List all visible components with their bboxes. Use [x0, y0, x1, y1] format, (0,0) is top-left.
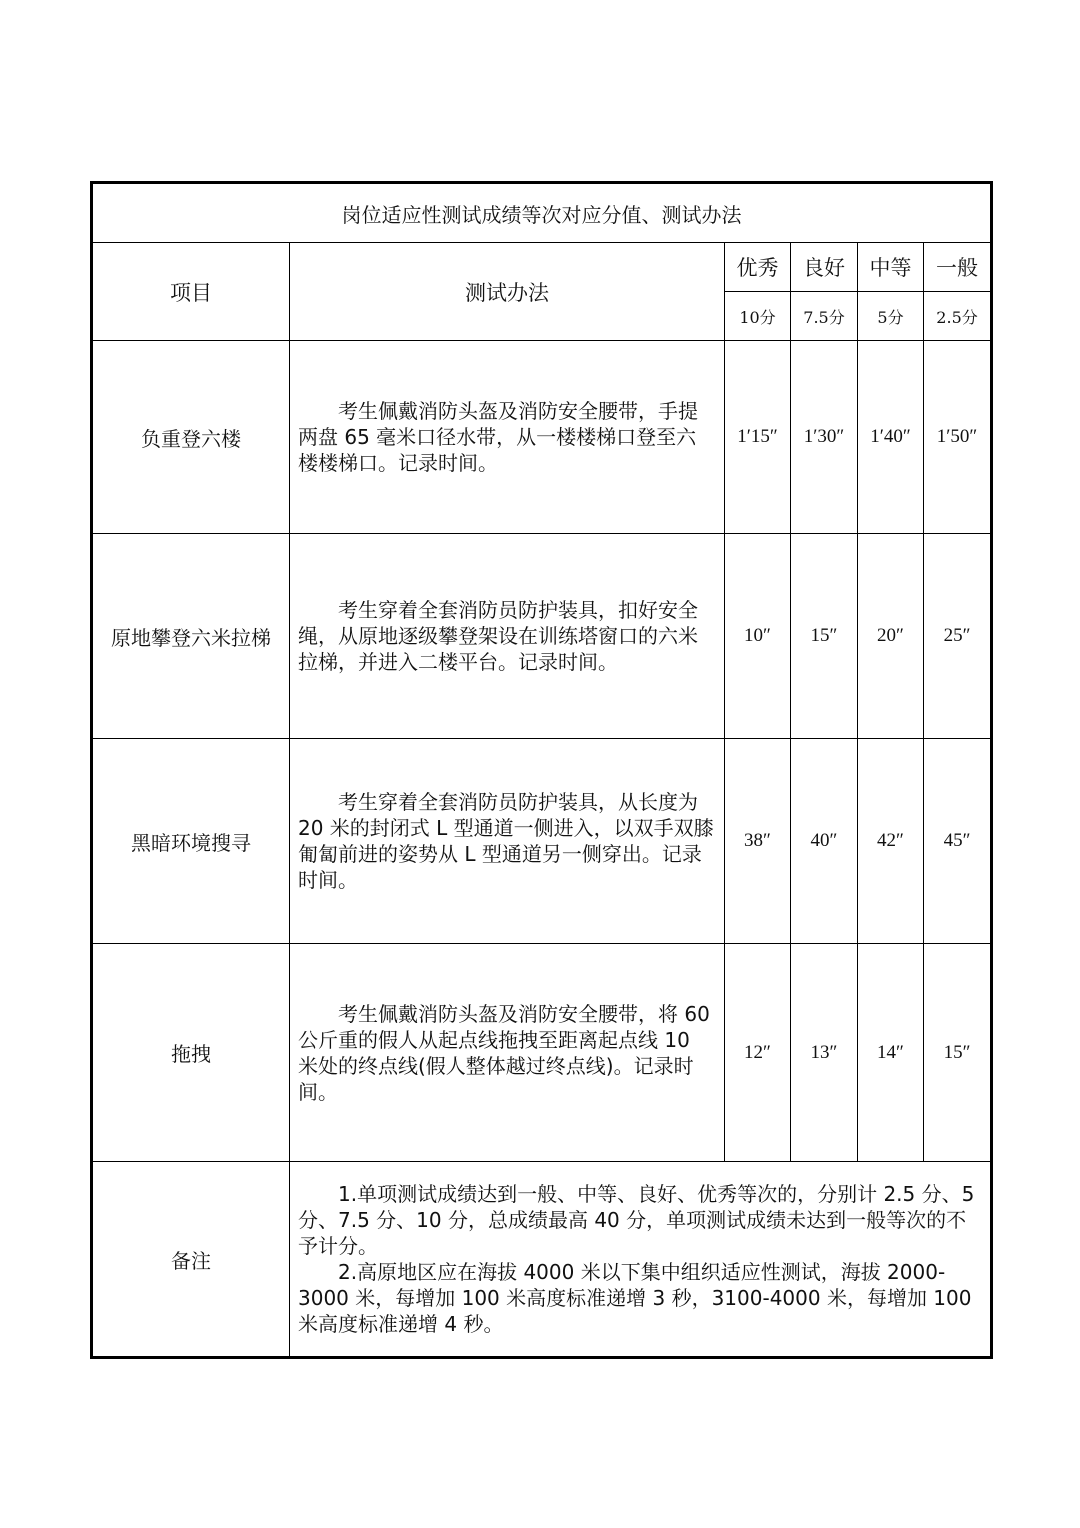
row-item: 黑暗环境搜寻 — [92, 739, 290, 944]
row-value-excellent: 10″ — [725, 534, 791, 739]
score-medium: 5分 — [858, 292, 924, 341]
table-row — [92, 534, 992, 739]
row-value-good: 13″ — [791, 944, 858, 1162]
row-value-pass: 25″ — [924, 534, 992, 739]
note-paragraph-2: 2.高原地区应在海拔 4000 米以下集中组织适应性测试，海拔 2000-3000 米，每增加 100 米高度标准递增 3 秒，3100-4000 米，每增加 100 米高度标准递增 4 秒。 — [298, 1260, 972, 1336]
row-value-medium: 20″ — [858, 534, 924, 739]
score-good: 7.5分 — [791, 292, 858, 341]
note-paragraph-1: 1.单项测试成绩达到一般、中等、良好、优秀等次的，分别计 2.5 分、5 分、7.5 分、10 分，总成绩最高 40 分，单项测试成绩未达到一般等次的不予计分。 — [298, 1182, 975, 1258]
grade-excellent: 优秀 — [725, 243, 791, 292]
row-item: 负重登六楼 — [92, 341, 290, 534]
table-row — [92, 341, 992, 534]
row-value-good: 40″ — [791, 739, 858, 944]
row-value-pass: 15″ — [924, 944, 992, 1162]
row-method: 考生穿着全套消防员防护装具，扣好安全绳，从原地逐级攀登架设在训练塔窗口的六米拉梯，并进入二楼平台。记录时间。 — [290, 534, 725, 739]
score-pass: 2.5分 — [924, 292, 992, 341]
notes-content — [290, 1162, 992, 1358]
header-method: 测试办法 — [290, 243, 725, 341]
notes-label: 备注 — [92, 1162, 290, 1358]
row-method: 考生穿着全套消防员防护装具，从长度为 20 米的封闭式 L 型通道一侧进入，以双手双膝匍匐前进的姿势从 L 型通道另一侧穿出。记录时间。 — [290, 739, 725, 944]
grading-table — [90, 181, 993, 1359]
row-item: 原地攀登六米拉梯 — [92, 534, 290, 739]
score-excellent: 10分 — [725, 292, 791, 341]
row-method: 考生佩戴消防头盔及消防安全腰带，手提两盘 65 毫米口径水带，从一楼楼梯口登至六楼楼梯口。记录时间。 — [290, 341, 725, 534]
row-value-good: 15″ — [791, 534, 858, 739]
row-value-excellent: 12″ — [725, 944, 791, 1162]
grade-medium: 中等 — [858, 243, 924, 292]
header-item: 项目 — [92, 243, 290, 341]
grade-pass: 一般 — [924, 243, 992, 292]
table-title: 岗位适应性测试成绩等次对应分值、测试办法 — [92, 183, 992, 243]
row-value-medium: 42″ — [858, 739, 924, 944]
row-value-excellent: 38″ — [725, 739, 791, 944]
row-method: 考生佩戴消防头盔及消防安全腰带，将 60 公斤重的假人从起点线拖拽至距离起点线 10 米处的终点线(假人整体越过终点线)。记录时间。 — [290, 944, 725, 1162]
row-value-excellent: 1′15″ — [725, 341, 791, 534]
table-row — [92, 739, 992, 944]
row-value-medium: 14″ — [858, 944, 924, 1162]
grade-good: 良好 — [791, 243, 858, 292]
row-item: 拖拽 — [92, 944, 290, 1162]
row-value-good: 1′30″ — [791, 341, 858, 534]
row-value-medium: 1′40″ — [858, 341, 924, 534]
table-row — [92, 944, 992, 1162]
notes-row — [92, 1162, 992, 1358]
row-value-pass: 1′50″ — [924, 341, 992, 534]
row-value-pass: 45″ — [924, 739, 992, 944]
